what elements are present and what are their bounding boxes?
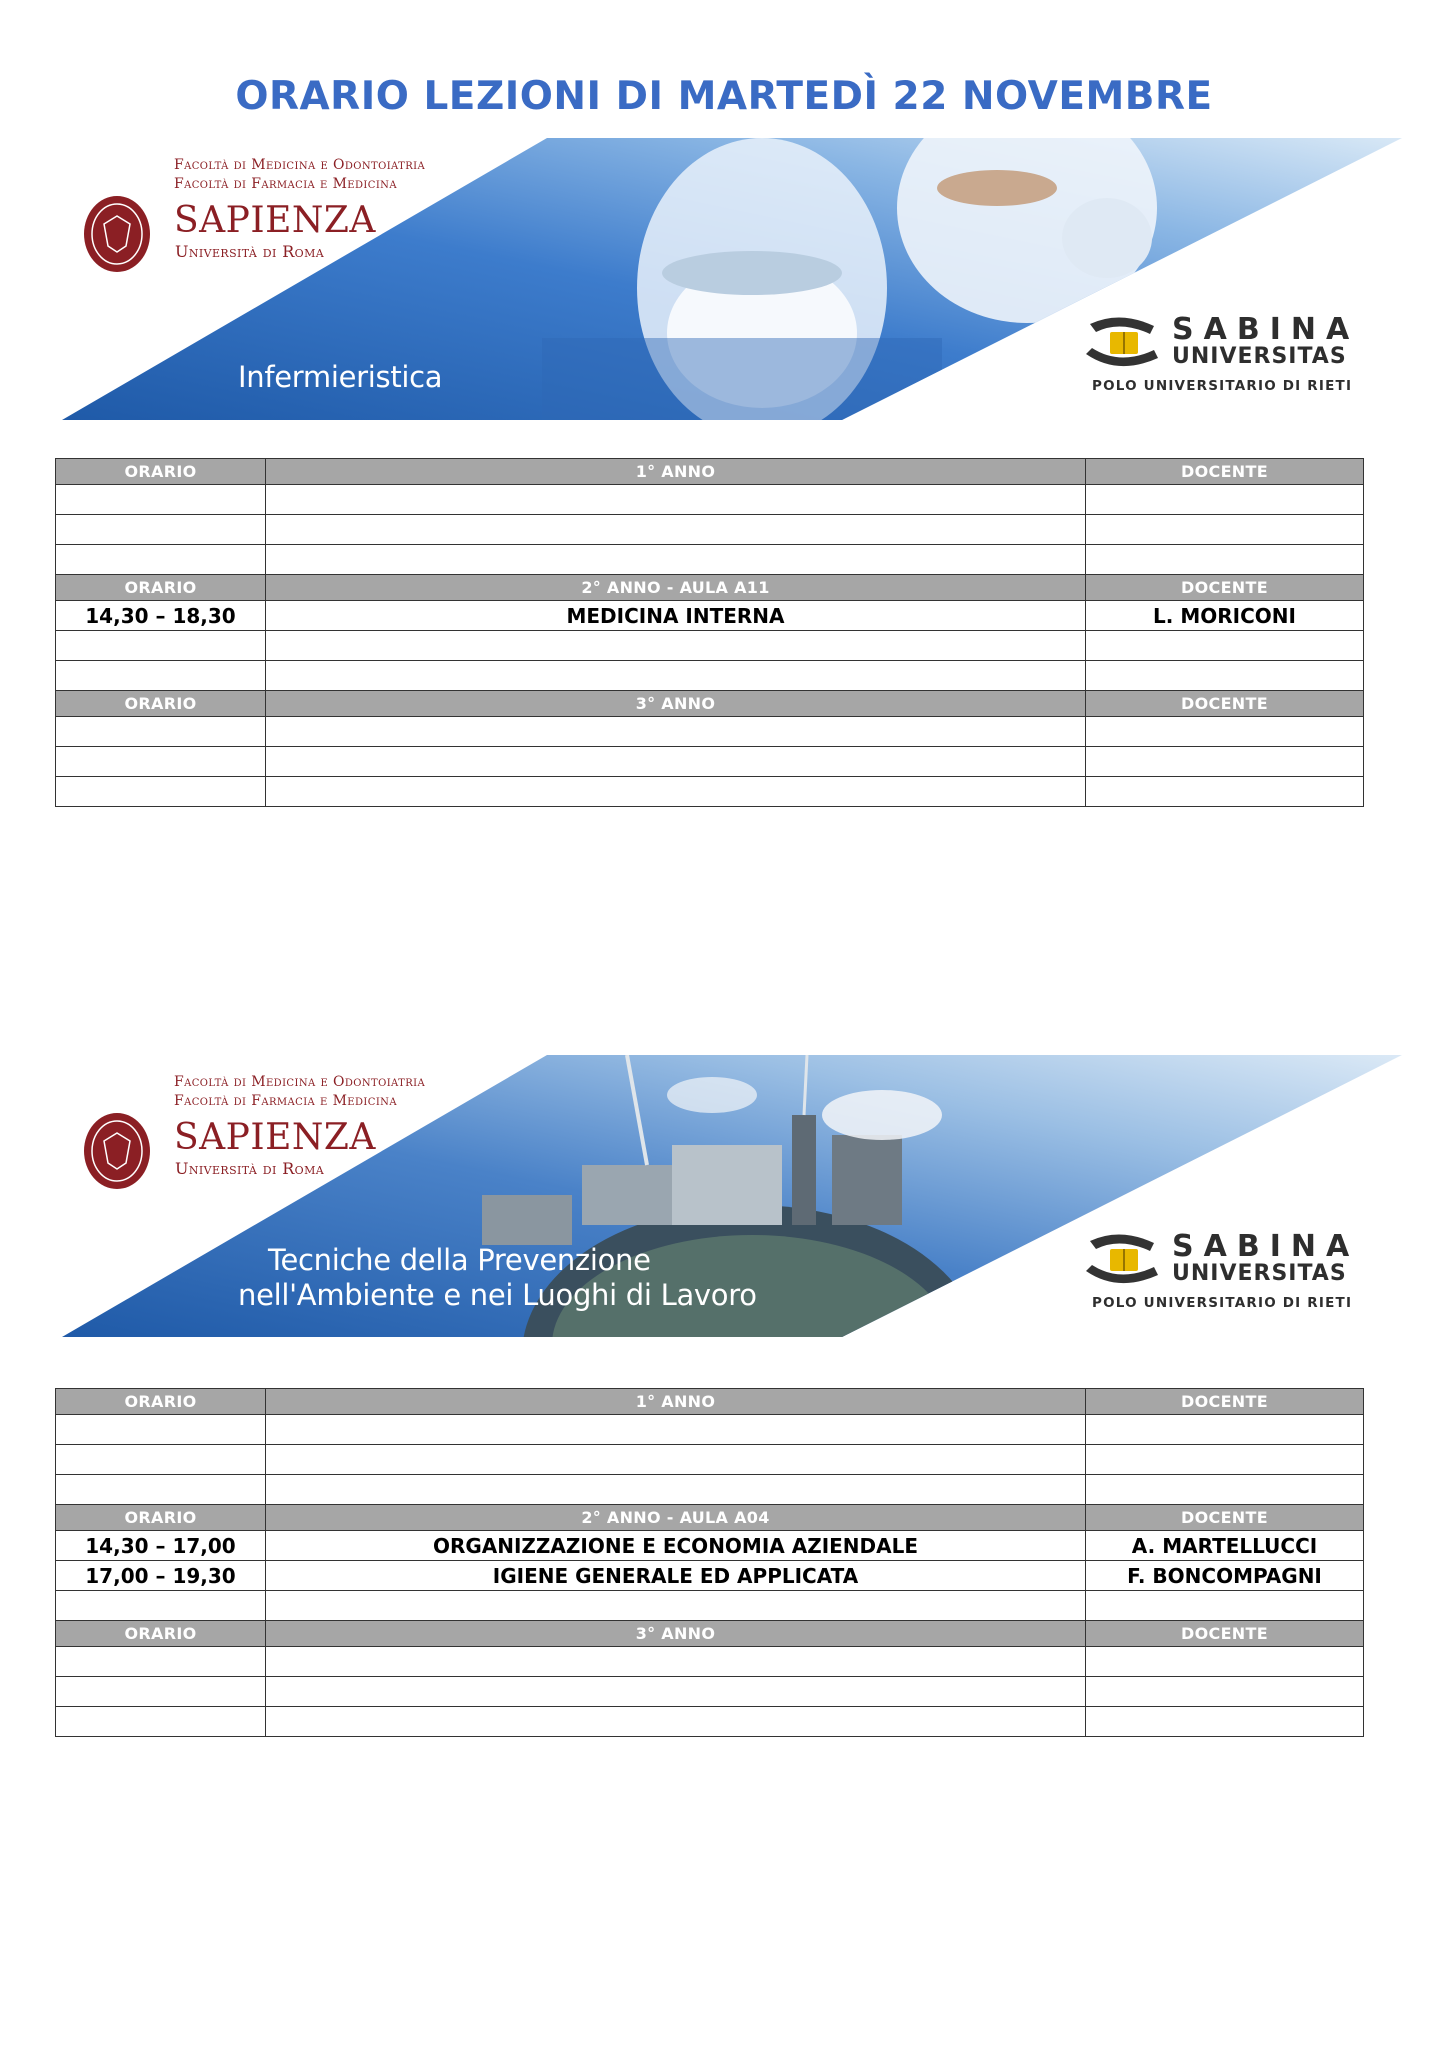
header-docente: DOCENTE [1086, 1505, 1364, 1531]
table-row [56, 747, 1364, 777]
table-header-row [56, 459, 1364, 485]
partner-name: SABINA [1172, 312, 1360, 347]
header-anno: 2° ANNO - AULA A04 [266, 1505, 1086, 1531]
faculty-line-1: Facoltà di Medicina e Odontoiatria [174, 157, 426, 173]
header-docente: DOCENTE [1086, 1389, 1364, 1415]
sabina-logo [1080, 312, 1380, 402]
sabina-book-icon [1080, 314, 1168, 374]
header-orario: ORARIO [56, 575, 266, 601]
cell-docente: A. MARTELLUCCI [1086, 1531, 1364, 1561]
cell-docente: L. MORICONI [1086, 601, 1364, 631]
university-subtitle: Università di Roma [175, 1159, 325, 1178]
header-anno: 1° ANNO [266, 459, 1086, 485]
header-orario: ORARIO [56, 1389, 266, 1415]
cell-orario [56, 661, 266, 691]
cell-orario [56, 1415, 266, 1445]
course-title-line-1: Tecniche della Prevenzione [268, 1243, 651, 1277]
page-title: ORARIO LEZIONI DI MARTEDÌ 22 NOVEMBRE [235, 74, 1213, 119]
header-anno: 1° ANNO [266, 1389, 1086, 1415]
table-row [56, 1647, 1364, 1677]
cell-docente [1086, 777, 1364, 807]
cell-docente [1086, 485, 1364, 515]
cell-orario [56, 717, 266, 747]
cell-orario [56, 747, 266, 777]
sabina-book-icon [1080, 1231, 1168, 1291]
sabina-logo [1080, 1229, 1380, 1319]
course-title [238, 1243, 757, 1313]
header-docente: DOCENTE [1086, 575, 1364, 601]
cell-corso [266, 1475, 1086, 1505]
cell-docente [1086, 1707, 1364, 1737]
cell-orario: 17,00 – 19,30 [56, 1561, 266, 1591]
cell-docente [1086, 1677, 1364, 1707]
faculty-line-2: Facoltà di Farmacia e Medicina [174, 1093, 397, 1109]
faculty-names [174, 1073, 425, 1111]
cell-corso: IGIENE GENERALE ED APPLICATA [266, 1561, 1086, 1591]
schedule-table-infermieristica [55, 458, 1364, 807]
cell-orario [56, 1445, 266, 1475]
header-anno: 2° ANNO - AULA A11 [266, 575, 1086, 601]
cell-docente [1086, 545, 1364, 575]
cell-corso [266, 1647, 1086, 1677]
schedule-table-tecniche-prevenzione [55, 1388, 1364, 1737]
table-row [56, 1561, 1364, 1591]
cell-orario [56, 1591, 266, 1621]
table-header-row [56, 691, 1364, 717]
cell-corso [266, 1445, 1086, 1475]
cell-docente [1086, 1445, 1364, 1475]
cell-corso [266, 1415, 1086, 1445]
partner-polo: POLO UNIVERSITARIO DI RIETI [1092, 1295, 1353, 1311]
partner-polo: POLO UNIVERSITARIO DI RIETI [1092, 378, 1353, 394]
cell-corso [266, 485, 1086, 515]
faculty-line-1: Facoltà di Medicina e Odontoiatria [174, 1074, 426, 1090]
cell-corso [266, 661, 1086, 691]
cell-orario [56, 631, 266, 661]
university-name: SAPIENZA [174, 1117, 376, 1158]
cell-corso [266, 515, 1086, 545]
faculty-names [174, 156, 425, 194]
header-anno: 3° ANNO [266, 1621, 1086, 1647]
cell-corso: MEDICINA INTERNA [266, 601, 1086, 631]
cell-corso [266, 717, 1086, 747]
university-name: SAPIENZA [174, 200, 376, 241]
course-title-line-1: Infermieristica [238, 360, 443, 394]
header-docente: DOCENTE [1086, 459, 1364, 485]
table-header-row [56, 1621, 1364, 1647]
faculty-line-2: Facoltà di Farmacia e Medicina [174, 176, 397, 192]
cell-docente [1086, 515, 1364, 545]
partner-subtitle: UNIVERSITAS [1172, 1261, 1347, 1286]
cell-orario [56, 777, 266, 807]
table-row [56, 545, 1364, 575]
cell-orario [56, 1647, 266, 1677]
table-row [56, 601, 1364, 631]
table-header-row [56, 575, 1364, 601]
table-row [56, 1475, 1364, 1505]
cell-docente [1086, 661, 1364, 691]
cell-docente [1086, 717, 1364, 747]
header-anno: 3° ANNO [266, 691, 1086, 717]
table-row [56, 1445, 1364, 1475]
sapienza-seal-icon [82, 194, 152, 274]
cell-docente [1086, 747, 1364, 777]
cell-corso [266, 631, 1086, 661]
cell-corso: ORGANIZZAZIONE E ECONOMIA AZIENDALE [266, 1531, 1086, 1561]
cell-docente [1086, 1591, 1364, 1621]
table-row [56, 777, 1364, 807]
cell-orario [56, 485, 266, 515]
table-header-row [56, 1505, 1364, 1531]
header-orario: ORARIO [56, 459, 266, 485]
course-title-line-2: nell'Ambiente e nei Luoghi di Lavoro [238, 1278, 757, 1312]
table-row [56, 485, 1364, 515]
table-header-row [56, 1389, 1364, 1415]
cell-corso [266, 1707, 1086, 1737]
table-row [56, 1415, 1364, 1445]
cell-docente: F. BONCOMPAGNI [1086, 1561, 1364, 1591]
cell-corso [266, 545, 1086, 575]
course-title [238, 360, 442, 395]
header-orario: ORARIO [56, 691, 266, 717]
cell-orario [56, 1677, 266, 1707]
cell-orario: 14,30 – 18,30 [56, 601, 266, 631]
table-row [56, 1677, 1364, 1707]
cell-orario [56, 1475, 266, 1505]
partner-name: SABINA [1172, 1229, 1360, 1264]
cell-docente [1086, 1415, 1364, 1445]
cell-corso [266, 1591, 1086, 1621]
banner-infermieristica [62, 138, 1402, 420]
cell-orario [56, 1707, 266, 1737]
cell-corso [266, 1677, 1086, 1707]
cell-corso [266, 777, 1086, 807]
cell-corso [266, 747, 1086, 777]
cell-docente [1086, 1475, 1364, 1505]
header-orario: ORARIO [56, 1621, 266, 1647]
table-row [56, 1531, 1364, 1561]
banner-tecniche-prevenzione [62, 1055, 1402, 1337]
table-row [56, 515, 1364, 545]
table-row [56, 631, 1364, 661]
cell-orario [56, 515, 266, 545]
table-row [56, 1707, 1364, 1737]
header-orario: ORARIO [56, 1505, 266, 1531]
partner-subtitle: UNIVERSITAS [1172, 344, 1347, 369]
cell-docente [1086, 631, 1364, 661]
cell-orario: 14,30 – 17,00 [56, 1531, 266, 1561]
table-row [56, 1591, 1364, 1621]
university-subtitle: Università di Roma [175, 242, 325, 261]
table-row [56, 717, 1364, 747]
table-row [56, 661, 1364, 691]
header-docente: DOCENTE [1086, 1621, 1364, 1647]
cell-orario [56, 545, 266, 575]
sapienza-seal-icon [82, 1111, 152, 1191]
header-docente: DOCENTE [1086, 691, 1364, 717]
cell-docente [1086, 1647, 1364, 1677]
